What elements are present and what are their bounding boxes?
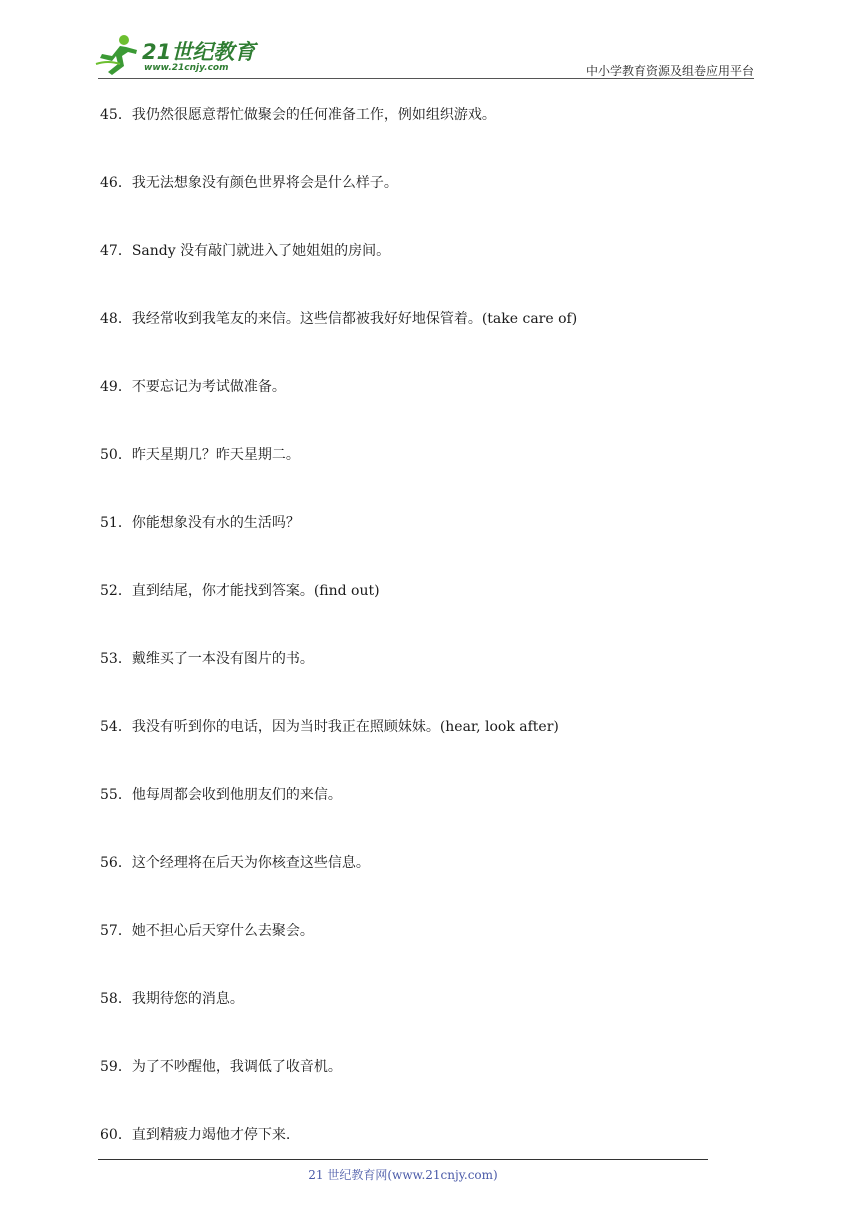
site-logo[interactable]: [94, 34, 264, 78]
question-number: 49．: [100, 379, 132, 395]
question-text: Sandy 没有敲门就进入了她姐姐的房间。: [131, 243, 391, 259]
page-header: [0, 0, 860, 80]
question-item: [100, 852, 740, 920]
question-text: 我仍然很愿意帮忙做聚会的任何准备工作，例如组织游戏。: [131, 107, 496, 123]
question-number: 46．: [100, 175, 132, 191]
question-text: 直到结尾，你才能找到答案。(find out): [131, 583, 380, 599]
question-item: [100, 716, 740, 784]
question-item: [100, 104, 740, 172]
header-tagline: 中小学教育资源及组卷应用平台: [585, 64, 754, 78]
question-number: 56．: [100, 855, 132, 871]
question-text: 他每周都会收到他朋友们的来信。: [131, 787, 342, 803]
question-text: 我期待您的消息。: [131, 991, 244, 1007]
logo-text: 21世纪教育: [142, 40, 256, 64]
question-text: 直到精疲力竭他才停下来.: [131, 1127, 291, 1143]
question-item: [100, 172, 740, 240]
question-item: [100, 784, 740, 852]
question-number: 47．: [100, 243, 132, 259]
question-number: 48．: [100, 311, 132, 327]
question-text: 你能想象没有水的生活吗？: [131, 515, 300, 531]
question-number: 59．: [100, 1059, 132, 1075]
question-item: [100, 1056, 740, 1124]
question-number: 55．: [100, 787, 132, 803]
question-number: 50．: [100, 447, 132, 463]
question-item: [100, 648, 740, 716]
question-list: [100, 104, 740, 1192]
question-number: 51．: [100, 515, 132, 531]
footer-link[interactable]: 21 世纪教育网(www.21cnjy.com): [308, 1168, 498, 1182]
runner-logo-icon: [94, 34, 140, 76]
question-text: 为了不吵醒他，我调低了收音机。: [131, 1059, 342, 1075]
question-number: 60．: [100, 1127, 132, 1143]
question-item: [100, 376, 740, 444]
question-text: 昨天星期几？昨天星期二。: [131, 447, 300, 463]
question-item: [100, 512, 740, 580]
question-number: 58．: [100, 991, 132, 1007]
logo-url: www.21cnjy.com: [144, 63, 229, 73]
question-item: [100, 308, 740, 376]
question-text: 不要忘记为考试做准备。: [131, 379, 286, 395]
question-item: [100, 920, 740, 988]
question-item: [100, 240, 740, 308]
question-item: [100, 580, 740, 648]
footer-divider: [98, 1159, 708, 1160]
question-number: 52．: [100, 583, 132, 599]
question-text: 我经常收到我笔友的来信。这些信都被我好好地保管着。(take care of): [131, 311, 578, 327]
question-number: 54．: [100, 719, 132, 735]
question-item: [100, 988, 740, 1056]
question-number: 45．: [100, 107, 132, 123]
question-number: 57．: [100, 923, 132, 939]
question-item: [100, 444, 740, 512]
question-text: 我无法想象没有颜色世界将会是什么样子。: [131, 175, 398, 191]
header-divider: [98, 78, 754, 79]
question-text: 我没有听到你的电话，因为当时我正在照顾妹妹。(hear, look after): [131, 719, 559, 735]
question-text: 戴维买了一本没有图片的书。: [131, 651, 314, 667]
question-number: 53．: [100, 651, 132, 667]
question-text: 她不担心后天穿什么去聚会。: [131, 923, 314, 939]
question-text: 这个经理将在后天为你核查这些信息。: [131, 855, 370, 871]
